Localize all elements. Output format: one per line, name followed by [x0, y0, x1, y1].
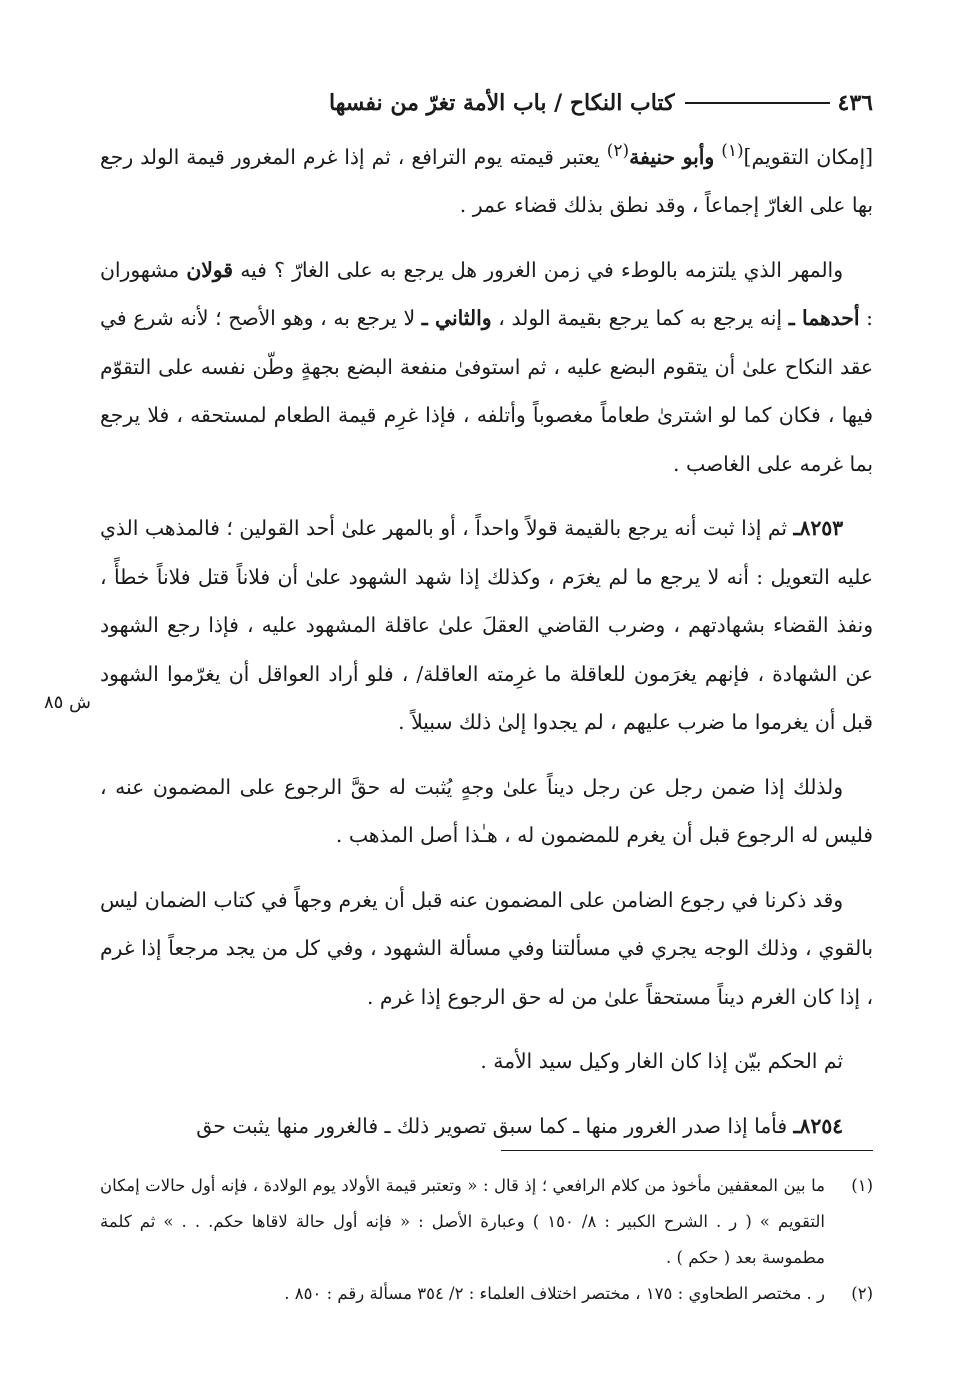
footnote-1 [100, 1168, 873, 1276]
footnote-text: ر . مختصر الطحاوي : ١٧٥ ، مختصر اختلاف العلماء : ٢/ ٣٥٤ مسألة رقم : ٨٥٠ . [284, 1284, 825, 1303]
footnote-number: (١) [851, 1176, 873, 1195]
page-content [43, 80, 874, 1350]
paragraph-7: ٨٢٥٤ـ فأما إذا صدر الغرور منها ـ كما سبق تصوير ذلك ـ فالغرور منها يثبت حق [196, 1113, 843, 1138]
footnote-2 [100, 1276, 873, 1312]
main-text [100, 126, 873, 1166]
running-header [100, 86, 873, 120]
header-rule [685, 102, 830, 104]
footnote-text: ما بين المعقفين مأخوذ من كلام الرافعي ؛ إذ قال : « وتعتبر قيمة الأولاد يوم الولادة ، فإنه أول حالات إمكان التقويم » ( ر . الشرح الكبير : ٨/ ١٥٠ ) وعبارة الأصل : « فإنه أول حالة لاقاها حكم. . . » ثم كلمة مطموسة بعد ( حكم ) . [100, 1176, 825, 1267]
running-title: كتاب النكاح / باب الأمة تغرّ من نفسها [328, 90, 675, 116]
issue-number: ٨٢٥٣ـ [793, 516, 843, 541]
footnote-number: (٢) [851, 1284, 873, 1303]
footnote-ref-1: (١) [721, 140, 744, 160]
margin-note: ش ٨٥ [43, 692, 91, 713]
page-number: ٤٣٦ [837, 90, 873, 116]
issue-number: ٨٢٥٤ـ [793, 1113, 843, 1138]
footnote-separator [501, 1150, 873, 1151]
paragraph-2: والمهر الذي يلتزمه بالوطء في زمن الغرور هل يرجع به على الغارّ ؟ فيه قولان مشهوران : أحدهما ـ إنه يرجع به كما يرجع بقيمة الولد ، والثاني ـ لا يرجع به ، وهو الأصح ؛ لأنه شرع في عقد النكاح علىٰ أن يتقوم البضع عليه ، ثم استوفىٰ منفعة البضع بجهةٍ وطّن نفسه على التقوّم فيها ، فكان كما لو اشترىٰ طعاماً مغصوباً وأتلفه ، فإذا غرِم قيمة الطعام لمستحقه ، فلا يرجع بما غرمه على الغاصب . [100, 257, 874, 476]
paragraph-4: ولذلك إذا ضمن رجل عن رجل ديناً علىٰ وجهٍ يُثبت له حقَّ الرجوع على المضمون عنه ، فليس له الرجوع قبل أن يغرم للمضمون له ، هـٰذا أصل المذهب . [100, 774, 873, 848]
paragraph-6: ثم الحكم بيّن إذا كان الغار وكيل سيد الأمة . [480, 1049, 843, 1074]
paragraph-1: [إمكان التقويم]$^{(١)}$ وأبو حنيفة$^{(٢)}$ يعتبر قيمته يوم الترافع ، ثم إذا غرم المغرور قيمة الولد رجع بها على الغارّ إجماعاً ، وقد نطق بذلك قضاء عمر . [100, 140, 873, 218]
paragraph-3: ٨٢٥٣ـ ثم إذا ثبت أنه يرجع بالقيمة قولاً واحداً ، أو بالمهر علىٰ أحد القولين ؛ فالمذهب الذي عليه التعويل : أنه لا يرجع ما لم يغرَم ، وكذلك إذا شهد الشهود علىٰ أن فلاناً قتل فلاناً خطأً ، ونفذ القضاء بشهادتهم ، وضرب القاضي العقلَ علىٰ عاقلة المشهود عليه ، فإذا رجع الشهود عن الشهادة ، فإنهم يغرَمون للعاقلة ما غرِمته العاقلة/ ، فلو أراد العواقل أن يغرّموا الشهود قبل أن يغرموا ما ضرب عليهم ، لم يجدوا إلىٰ ذلك سبيلاً . [100, 516, 873, 735]
footnote-ref-2: (٢) [606, 140, 630, 160]
paragraph-5: وقد ذكرنا في رجوع الضامن على المضمون عنه قبل أن يغرم وجهاً في كتاب الضمان ليس بالقوي ، وذلك الوجه يجري في مسألتنا وفي مسألة الشهود ، وفي كل من يجد مرجعاً إذا غرم ، إذا كان الغرم ديناً مستحقاً علىٰ من له حق الرجوع إذا غرم . [100, 887, 873, 1009]
footnotes [100, 1168, 873, 1312]
